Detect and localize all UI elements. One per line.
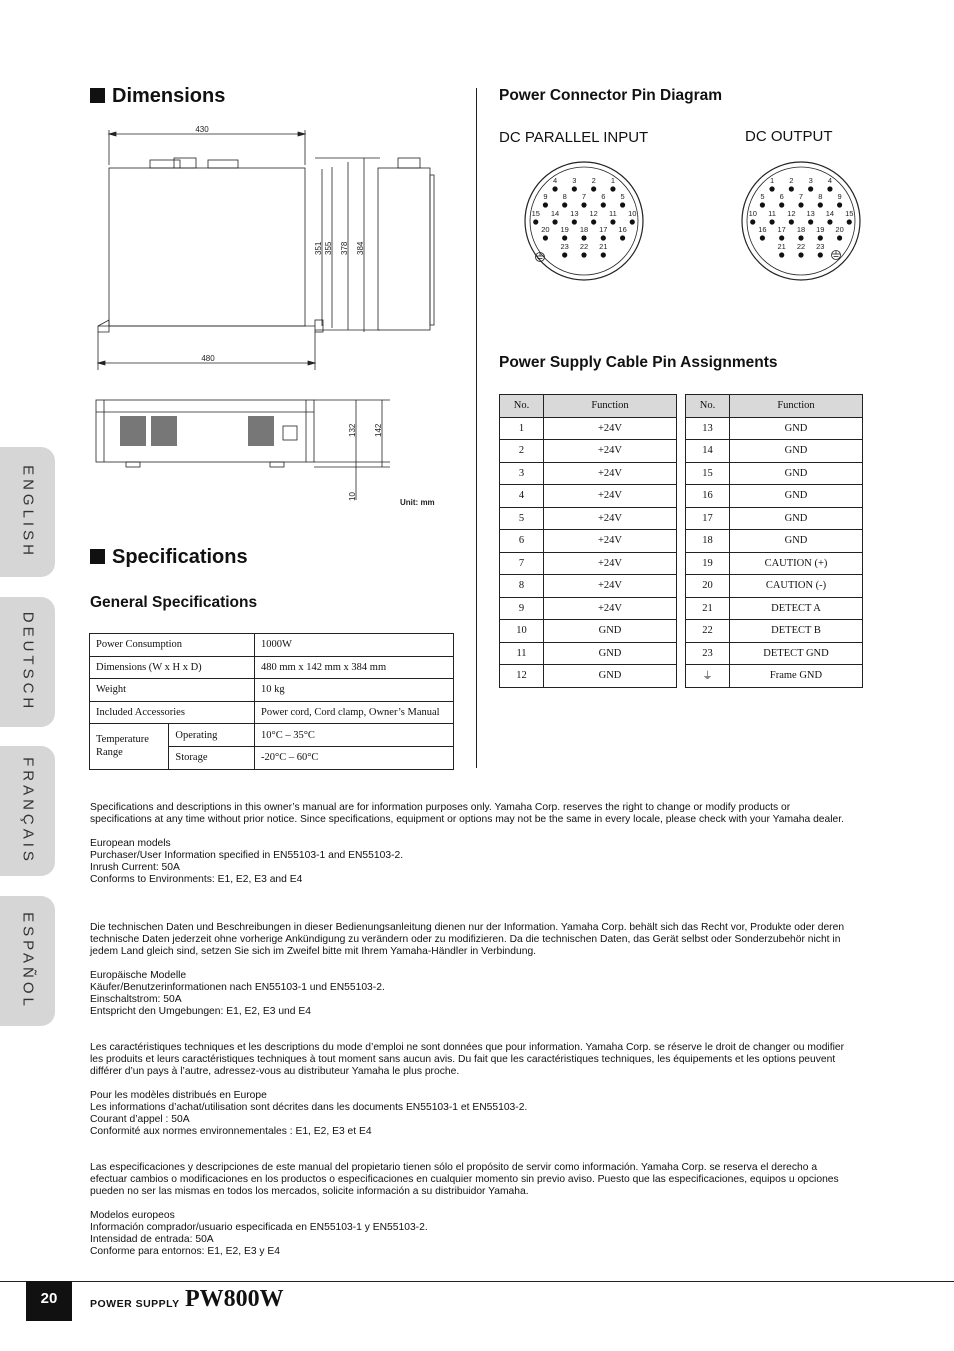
- pin-dot: [798, 235, 803, 240]
- pin-number: 8: [500, 575, 544, 598]
- pin-label: 18: [796, 225, 806, 234]
- notes-paragraph: Specifications and descriptions in this owner’s manual are for information purposes only. Yamaha Corp. reserves the right to change or modify products or specifications at any time without prior notice. Since specifications, equipment or options may not be the same in every locale, please check with your Yamaha dealer.: [90, 802, 844, 825]
- notes-french: [90, 1042, 850, 1138]
- notes-line: Conforme para entornos: E1, E2, E3 y E4: [90, 1246, 281, 1257]
- spec-value: Power cord, Cord clamp, Owner’s Manual: [255, 701, 454, 724]
- pin-dot: [591, 219, 596, 224]
- pin-dot: [581, 252, 586, 257]
- spec-value: -20°C – 60°C: [255, 746, 454, 769]
- spec-sublabel: Operating: [169, 724, 255, 747]
- table-row: [686, 507, 863, 530]
- pin-label: 16: [758, 225, 767, 234]
- notes-line: Europäische Modelle: [90, 970, 187, 981]
- pin-label: 23: [560, 242, 569, 251]
- pin-dot: [818, 235, 823, 240]
- pin-dot: [798, 252, 803, 257]
- pin-number: 6: [500, 530, 544, 553]
- pin-label: 17: [599, 225, 608, 234]
- pin-label: 22: [579, 242, 589, 251]
- pin-dot: [769, 219, 774, 224]
- pin-label: 11: [768, 209, 776, 218]
- pin-dot: [789, 219, 794, 224]
- pin-dot: [620, 235, 625, 240]
- pin-label: 10: [628, 209, 637, 218]
- pin-label: 3: [808, 176, 813, 185]
- pin-function: GND: [730, 440, 863, 463]
- pin-number: 22: [686, 620, 730, 643]
- specifications-title: Specifications: [112, 546, 248, 568]
- pin-label: 8: [818, 192, 823, 201]
- notes-line: Inrush Current: 50A: [90, 862, 180, 873]
- pin-dot: [562, 235, 567, 240]
- pin-label: 1: [769, 176, 775, 185]
- pin-label: 19: [816, 225, 825, 234]
- table-row: [686, 665, 863, 688]
- pin-function: +24V: [544, 507, 677, 530]
- pin-number: 13: [686, 417, 730, 440]
- pin-function: GND: [730, 485, 863, 508]
- pin-number: 23: [686, 642, 730, 665]
- notes-line: Les informations d’achat/utilisation sont décrites dans les documents EN55103-1 et EN55103-2.: [90, 1102, 528, 1113]
- table-row: [500, 552, 677, 575]
- dim-142: 142: [374, 423, 383, 437]
- pin-label: 6: [601, 192, 606, 201]
- dimensions-title: Dimensions: [112, 85, 226, 107]
- table-row: [90, 656, 454, 679]
- pin-dot: [533, 219, 538, 224]
- notes-german: [90, 922, 850, 1018]
- header-function: Function: [544, 395, 677, 418]
- dc-output-label: DC OUTPUT: [745, 128, 833, 145]
- pin-label: 15: [845, 209, 854, 218]
- notes-line: Conformité aux normes environnementales : E1, E2, E3 et E4: [90, 1126, 372, 1137]
- pin-label: 9: [543, 192, 548, 201]
- pin-function: GND: [730, 417, 863, 440]
- table-row: [500, 507, 677, 530]
- table-row: [686, 440, 863, 463]
- pin-label: 2: [789, 176, 794, 185]
- pin-label: 14: [825, 209, 835, 218]
- pin-dot: [827, 219, 832, 224]
- pin-function: DETECT A: [730, 597, 863, 620]
- header-no: No.: [500, 395, 544, 418]
- table-row: [500, 642, 677, 665]
- table-row: [500, 485, 677, 508]
- pin-number: 18: [686, 530, 730, 553]
- pin-label: 20: [541, 225, 550, 234]
- square-bullet-icon: [90, 88, 105, 103]
- table-row: [500, 665, 677, 688]
- spec-value: 1000W: [255, 634, 454, 657]
- table-row: [686, 642, 863, 665]
- tab-english[interactable]: [0, 447, 55, 577]
- pin-diagram-title: Power Connector Pin Diagram: [499, 87, 723, 104]
- table-row: [500, 620, 677, 643]
- pin-number: 21: [686, 597, 730, 620]
- pin-label: 3: [572, 176, 577, 185]
- pin-label: 22: [796, 242, 806, 251]
- pin-label: 7: [798, 192, 804, 201]
- spec-value: 10 kg: [255, 679, 454, 702]
- notes-line: Entspricht den Umgebungen: E1, E2, E3 und E4: [90, 1006, 311, 1017]
- notes-line: Pour les modèles distribués en Europe: [90, 1090, 267, 1101]
- table-row: [90, 634, 454, 657]
- pin-dot: [581, 202, 586, 207]
- pin-dot: [610, 219, 615, 224]
- pin-dot: [779, 235, 784, 240]
- pin-dot: [601, 202, 606, 207]
- pin-dot: [760, 202, 765, 207]
- pin-dot: [610, 186, 615, 191]
- pin-label: 20: [835, 225, 844, 234]
- table-row: [500, 575, 677, 598]
- pin-number: 1: [500, 417, 544, 440]
- table-row: [686, 620, 863, 643]
- tab-deutsch[interactable]: [0, 597, 55, 727]
- pin-number: 15: [686, 462, 730, 485]
- pin-function: Frame GND: [730, 665, 863, 688]
- pin-number: 4: [500, 485, 544, 508]
- pin-dot: [837, 235, 842, 240]
- pin-function: +24V: [544, 440, 677, 463]
- dim-480: 480: [201, 354, 215, 363]
- pin-function: GND: [544, 665, 677, 688]
- table-row: [500, 417, 677, 440]
- pin-dot: [562, 202, 567, 207]
- pin-function: CAUTION (+): [730, 552, 863, 575]
- table-row: [686, 597, 863, 620]
- table-row: [500, 462, 677, 485]
- pin-label: 1: [610, 176, 616, 185]
- dc-parallel-input-connector: [510, 158, 658, 286]
- pin-dot: [769, 186, 774, 191]
- table-row: [500, 530, 677, 553]
- pin-table-right: [685, 394, 863, 688]
- pin-label: 14: [550, 209, 560, 218]
- footer-model: PW800W: [185, 1286, 284, 1312]
- notes-line: Purchaser/User Information specified in EN55103-1 and EN55103-2.: [90, 850, 404, 861]
- notes-line: Modelos europeos: [90, 1210, 175, 1221]
- pin-dot: [620, 202, 625, 207]
- pin-number: 16: [686, 485, 730, 508]
- pin-dot: [798, 202, 803, 207]
- pin-number: 17: [686, 507, 730, 530]
- spec-label: Weight: [90, 679, 255, 702]
- dimensions-heading: [90, 85, 225, 108]
- pin-dot: [808, 219, 813, 224]
- table-row: [686, 575, 863, 598]
- notes-line: Einschaltstrom: 50A: [90, 994, 182, 1005]
- table-row: [90, 679, 454, 702]
- table-row: [686, 462, 863, 485]
- pin-number: 10: [500, 620, 544, 643]
- dim-351: 351: [314, 241, 323, 255]
- notes-english: [90, 802, 850, 886]
- tab-english-label: ENGLISH: [19, 465, 36, 559]
- pin-function: +24V: [544, 417, 677, 440]
- pin-label: 7: [581, 192, 587, 201]
- pin-label: 15: [531, 209, 540, 218]
- pin-dot: [591, 186, 596, 191]
- notes-line: European models: [90, 838, 171, 849]
- pin-dot: [847, 219, 852, 224]
- pin-dot: [601, 235, 606, 240]
- pin-label: 13: [806, 209, 815, 218]
- pin-label: 8: [562, 192, 567, 201]
- dimensions-drawing: [90, 120, 460, 520]
- pin-label: 21: [599, 242, 608, 251]
- pin-dot: [601, 252, 606, 257]
- notes-line: Conforms to Environments: E1, E2, E3 and E4: [90, 874, 303, 885]
- pin-function: +24V: [544, 485, 677, 508]
- pin-dot: [789, 186, 794, 191]
- ground-symbol-icon: [832, 251, 841, 260]
- notes-line: Käufer/Benutzerinformationen nach EN55103-1 und EN55103-2.: [90, 982, 385, 993]
- pin-label: 5: [620, 192, 625, 201]
- pin-table-left: [499, 394, 677, 688]
- pin-number: 2: [500, 440, 544, 463]
- pin-dot: [552, 219, 557, 224]
- pin-dot: [779, 252, 784, 257]
- pin-dot: [818, 252, 823, 257]
- pin-dot: [572, 186, 577, 191]
- pin-number: 5: [500, 507, 544, 530]
- pin-number: 11: [500, 642, 544, 665]
- pin-number: ⏚: [686, 665, 730, 688]
- tab-espanol[interactable]: [0, 896, 55, 1026]
- pin-label: 5: [760, 192, 765, 201]
- dim-430: 430: [195, 125, 209, 134]
- notes-line: Courant d’appel : 50A: [90, 1114, 190, 1125]
- dim-384: 384: [356, 241, 365, 255]
- table-row: [686, 552, 863, 575]
- table-row: [500, 440, 677, 463]
- spec-label: Dimensions (W x H x D): [90, 656, 255, 679]
- table-row: [686, 417, 863, 440]
- dc-parallel-input-label: DC PARALLEL INPUT: [499, 129, 649, 146]
- spec-value: 10°C – 35°C: [255, 724, 454, 747]
- pin-number: 19: [686, 552, 730, 575]
- table-row: [90, 701, 454, 724]
- general-specs-table: [89, 633, 454, 770]
- pin-function: DETECT B: [730, 620, 863, 643]
- header-no: No.: [686, 395, 730, 418]
- pin-dot: [750, 219, 755, 224]
- page-number: 20: [26, 1281, 72, 1321]
- table-row: [90, 724, 454, 747]
- pin-function: +24V: [544, 462, 677, 485]
- pin-dot: [808, 186, 813, 191]
- pin-function: GND: [730, 530, 863, 553]
- square-bullet-icon: [90, 549, 105, 564]
- pin-label: 23: [816, 242, 825, 251]
- table-row: [686, 530, 863, 553]
- notes-paragraph: Las especificaciones y descripciones de este manual del propietario tienen sólo el propósito de servir como información. Yamaha Corp. se reserva el derecho a efectuar cambios o modificaciones en los productos o especificaciones en cualquier momento sin previo aviso. Puesto que las especificaciones, equipos u opciones pueden no ser las mismas en todos los mercados, solicite información a su distribuidor Yamaha.: [90, 1162, 839, 1197]
- pin-label: 4: [552, 176, 558, 185]
- pin-dot: [818, 202, 823, 207]
- pin-dot: [827, 186, 832, 191]
- pin-dot: [543, 235, 548, 240]
- pin-label: 19: [560, 225, 569, 234]
- spec-label: Included Accessories: [90, 701, 255, 724]
- pin-number: 3: [500, 462, 544, 485]
- pin-dot: [543, 202, 548, 207]
- pin-function: CAUTION (-): [730, 575, 863, 598]
- tab-francais[interactable]: [0, 746, 55, 876]
- pin-function: DETECT GND: [730, 642, 863, 665]
- pin-label: 12: [589, 209, 598, 218]
- dim-10: 10: [348, 492, 357, 501]
- pin-dot: [572, 219, 577, 224]
- table-row: [500, 597, 677, 620]
- pin-number: 12: [500, 665, 544, 688]
- spec-label: Temperature Range: [90, 724, 169, 769]
- pin-function: +24V: [544, 575, 677, 598]
- pin-dot: [562, 252, 567, 257]
- spec-sublabel: Storage: [169, 746, 255, 769]
- dc-output-connector: [727, 158, 875, 286]
- header-function: Function: [730, 395, 863, 418]
- pin-number: 20: [686, 575, 730, 598]
- pin-label: 12: [787, 209, 796, 218]
- pin-label: 17: [777, 225, 786, 234]
- pin-label: 21: [777, 242, 786, 251]
- table-row: [686, 485, 863, 508]
- tab-espanol-label: ESPAÑOL: [19, 912, 36, 1010]
- dim-378: 378: [340, 241, 349, 255]
- pin-label: 2: [591, 176, 596, 185]
- spec-label: Power Consumption: [90, 634, 255, 657]
- pin-number: 9: [500, 597, 544, 620]
- pin-function: GND: [544, 642, 677, 665]
- column-divider: [476, 88, 477, 768]
- pin-label: 11: [609, 209, 617, 218]
- pin-label: 10: [748, 209, 757, 218]
- spec-value: 480 mm x 142 mm x 384 mm: [255, 656, 454, 679]
- pin-label: 4: [827, 176, 833, 185]
- pin-dot: [630, 219, 635, 224]
- pin-number: 14: [686, 440, 730, 463]
- cable-pin-title: Power Supply Cable Pin Assignments: [499, 354, 778, 371]
- notes-spanish: [90, 1162, 850, 1258]
- pin-function: GND: [544, 620, 677, 643]
- pin-label: 6: [779, 192, 784, 201]
- tab-francais-label: FRANÇAIS: [19, 757, 36, 865]
- pin-number: 7: [500, 552, 544, 575]
- footer-label: POWER SUPPLY: [90, 1298, 180, 1310]
- pin-dot: [581, 235, 586, 240]
- pin-label: 16: [618, 225, 627, 234]
- pin-function: GND: [730, 462, 863, 485]
- pin-function: GND: [730, 507, 863, 530]
- unit-label: Unit: mm: [400, 498, 435, 507]
- footer-rule: [0, 1281, 954, 1282]
- tab-deutsch-label: DEUTSCH: [19, 611, 36, 713]
- pin-function: +24V: [544, 552, 677, 575]
- notes-paragraph: Die technischen Daten und Beschreibungen in dieser Bedienungsanleitung dienen nur der Information. Yamaha Corp. behält sich das Recht vor, Produkte oder deren technische Daten jederzeit ohne vorherige Ankündigung zu verändern oder zu modifizieren. Da die technischen Daten, das Gerät selbst oder Sonderzubehör nicht in jedem Land gleich sind, setzen Sie sich im Zweifel bitte mit Ihrem Yamaha-Händler in Verbindung.: [90, 922, 845, 957]
- specifications-heading: [90, 546, 248, 569]
- pin-dot: [760, 235, 765, 240]
- pin-function: +24V: [544, 597, 677, 620]
- pin-label: 9: [837, 192, 842, 201]
- dim-355: 355: [324, 241, 333, 255]
- pin-dot: [779, 202, 784, 207]
- pin-label: 18: [579, 225, 589, 234]
- pin-dot: [837, 202, 842, 207]
- dim-132: 132: [348, 423, 357, 437]
- general-specs-title: General Specifications: [90, 594, 258, 611]
- notes-line: Información comprador/usuario especificada en EN55103-1 y EN55103-2.: [90, 1222, 428, 1233]
- notes-line: Intensidad de entrada: 50A: [90, 1234, 214, 1245]
- notes-paragraph: Les caractéristiques techniques et les descriptions du mode d’emploi ne sont données que pour information. Yamaha Corp. se réserve le droit de changer ou modifier les produits et leurs caractéristiques techniques à tout moment sans aucun avis. Du fait que les caractéristiques techniques, les équipements et les options peuvent différer d’un pays à l’autre, adressez-vous au distributeur Yamaha le plus proche.: [90, 1042, 845, 1077]
- pin-dot: [552, 186, 557, 191]
- pin-function: +24V: [544, 530, 677, 553]
- pin-label: 13: [570, 209, 579, 218]
